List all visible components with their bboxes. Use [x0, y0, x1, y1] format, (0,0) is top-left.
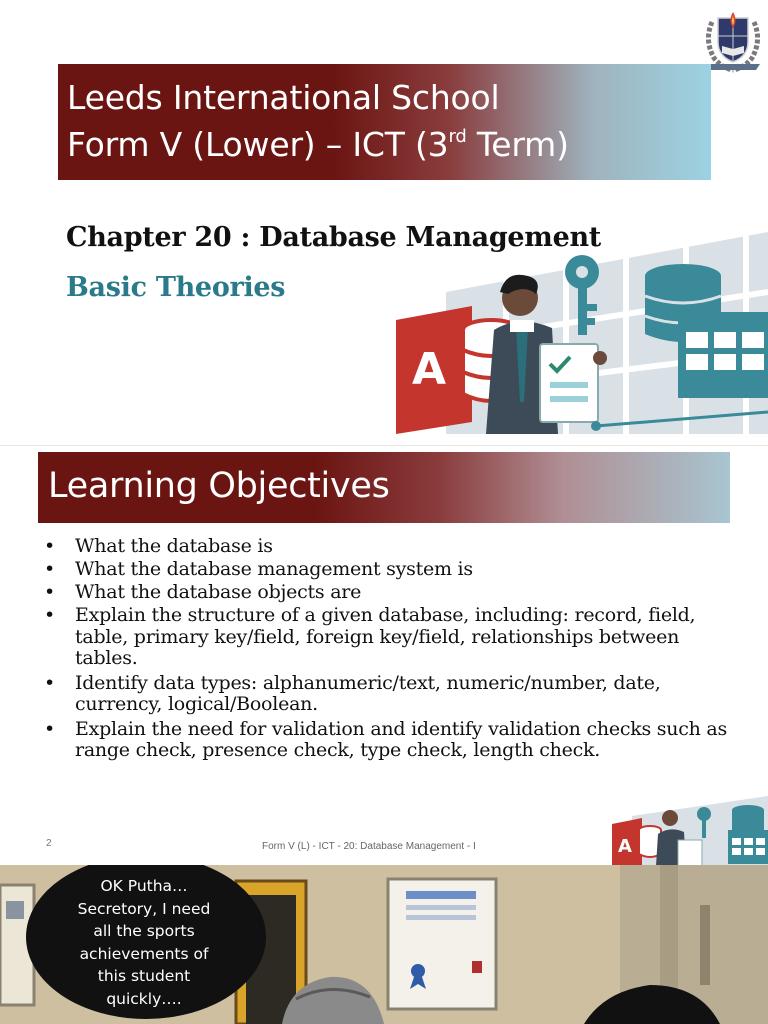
bullet-icon: •: [44, 604, 55, 626]
objectives-list: [44, 536, 744, 763]
access-letter: A: [618, 836, 632, 857]
speech-line: quickly….: [106, 989, 182, 1008]
list-item: [44, 605, 744, 670]
access-letter: A: [412, 344, 447, 395]
objective-text: What the database is: [75, 535, 273, 557]
list-item: [44, 673, 744, 716]
speech-line: Secretory, I need: [77, 899, 211, 918]
list-item: [44, 559, 744, 581]
slide-footer: Form V (L) - ICT - 20: Database Management - I: [262, 841, 476, 852]
bullet-icon: •: [44, 717, 55, 740]
speech-line: all the sports: [93, 922, 195, 940]
list-item: [44, 719, 744, 762]
objective-text: What the database management system is: [75, 558, 473, 580]
speech-line: this student: [97, 967, 191, 985]
learning-objectives-slide: [0, 445, 768, 865]
speech-line: OK Putha…: [100, 877, 188, 895]
list-item: [44, 536, 744, 558]
key-icon: [697, 807, 711, 821]
title-slide: [0, 0, 768, 445]
ordinal-superscript: rd: [448, 126, 467, 147]
school-name: Leeds International School: [67, 78, 500, 117]
chapter-title: Chapter 20 : Database Management: [66, 222, 601, 253]
comic-slide: [0, 865, 768, 1024]
speech-line: achievements of: [79, 944, 209, 963]
bullet-icon: •: [44, 558, 55, 580]
form-term-heading: [67, 121, 711, 168]
database-illustration: [396, 232, 768, 434]
list-item: [44, 582, 744, 604]
table-grid-icon: [728, 830, 768, 864]
form-term-prefix: Form V (Lower) – ICT (3: [67, 125, 449, 164]
mini-database-illustration: [612, 796, 768, 866]
speech-bubble-text: [60, 875, 228, 1010]
learning-objectives-banner: [38, 452, 730, 523]
objective-text: Explain the need for validation and identify validation checks such as range check, presence check, type check, length check.: [75, 717, 727, 761]
form-term-suffix: Term): [466, 125, 569, 164]
bullet-icon: •: [44, 535, 55, 557]
objective-text: Explain the structure of a given database, including: record, field, table, primary key/field, foreign key/field, relationships between tables.: [75, 604, 696, 669]
objective-text: Identify data types: alphanumeric/text, numeric/number, date, currency, logical/Boolean.: [75, 671, 661, 715]
school-title-banner: [58, 64, 711, 180]
bullet-icon: •: [44, 581, 55, 603]
learning-objectives-heading: Learning Objectives: [48, 466, 390, 506]
chapter-subtitle: Basic Theories: [66, 272, 286, 303]
bullet-icon: •: [44, 671, 55, 694]
objective-text: What the database objects are: [75, 581, 362, 603]
slide-number: 2: [46, 838, 52, 849]
